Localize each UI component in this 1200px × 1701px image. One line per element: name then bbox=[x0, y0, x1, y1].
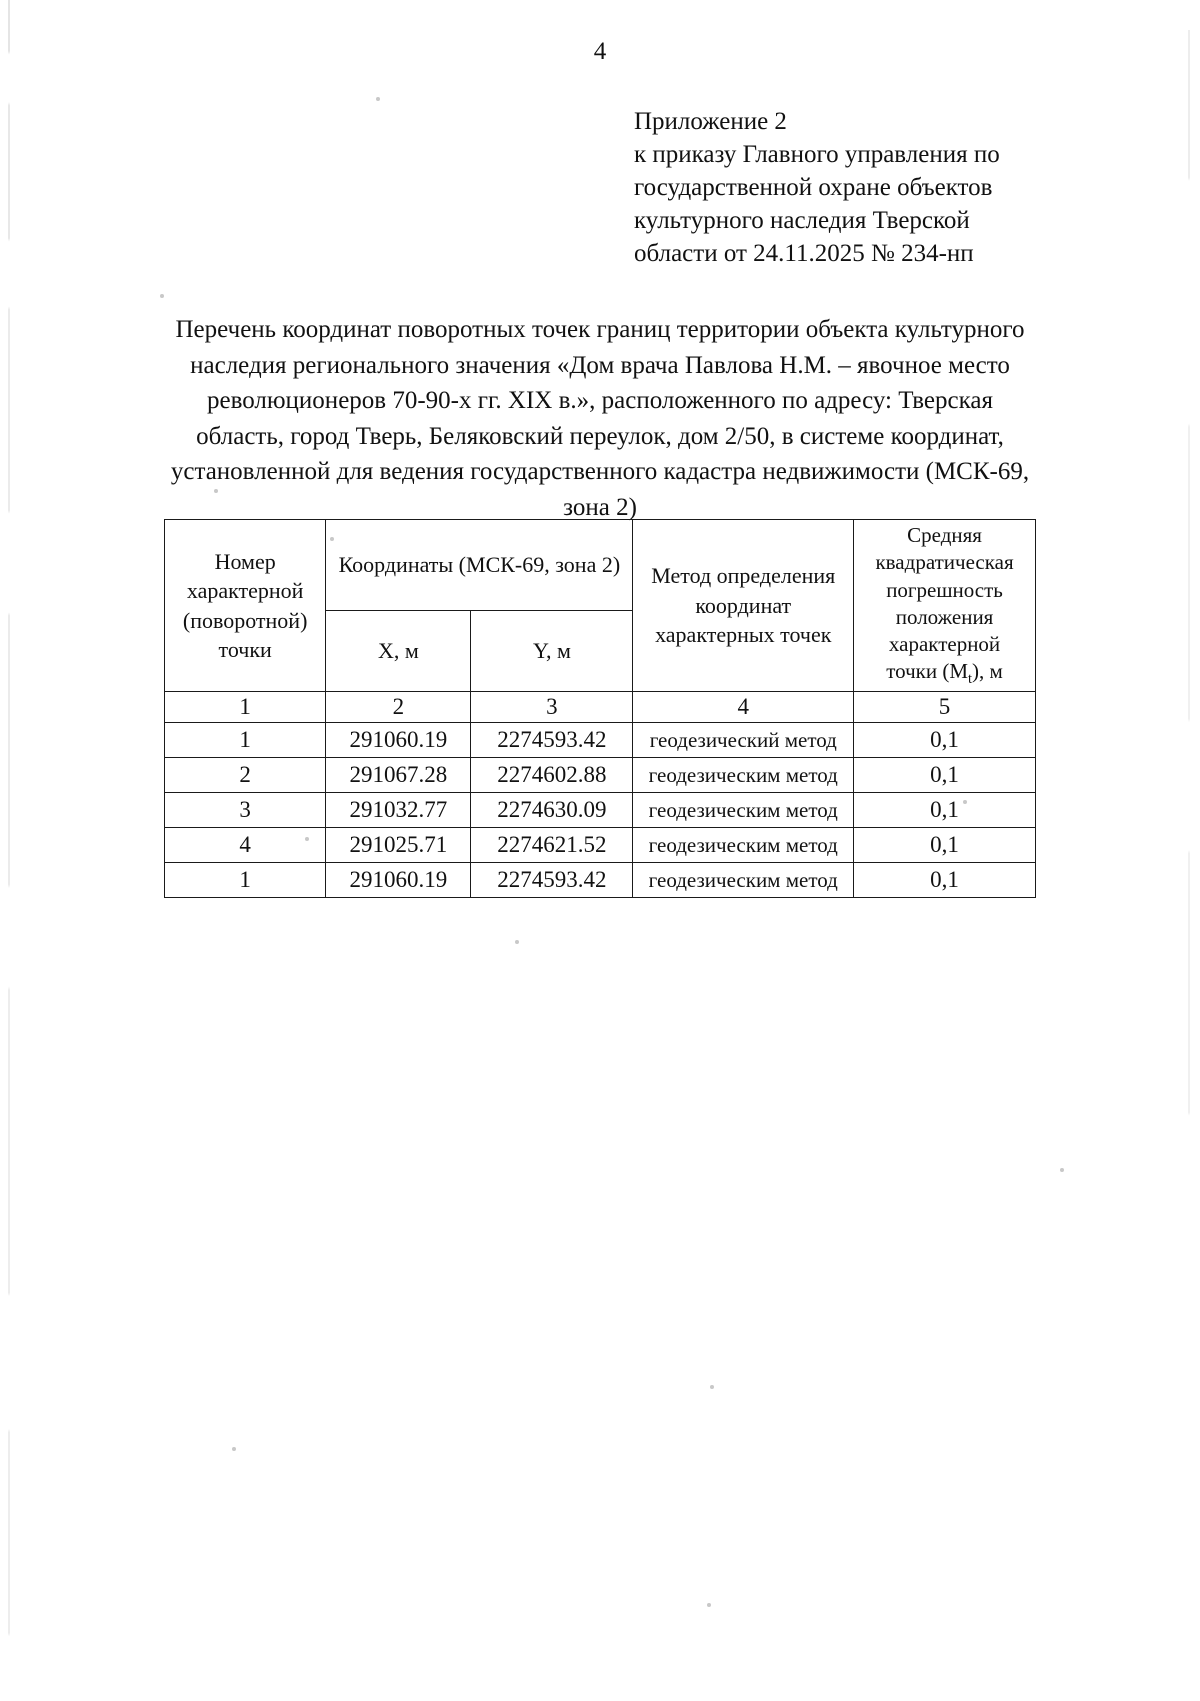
cell-method: геодезическим метод bbox=[633, 758, 854, 793]
cell-y: 2274621.52 bbox=[471, 828, 633, 863]
cell-y: 2274630.09 bbox=[471, 793, 633, 828]
cell-method: геодезический метод bbox=[633, 723, 854, 758]
column-number-2: 2 bbox=[326, 692, 471, 723]
cell-x: 291032.77 bbox=[326, 793, 471, 828]
header-method: Метод определения координат характерных точек bbox=[633, 520, 854, 692]
table-header-row-1 bbox=[165, 520, 1036, 611]
header-coordinates: Координаты (МСК-69, зона 2) bbox=[326, 520, 633, 611]
table-row bbox=[165, 723, 1036, 758]
cell-point-number: 4 bbox=[165, 828, 326, 863]
table-row bbox=[165, 793, 1036, 828]
header-error-line-5: характерной bbox=[888, 632, 1001, 657]
intro-paragraph: Перечень координат поворотных точек границ территории объекта культурного наследия регионального значения «Дом врача Павлова Н.М. – явочное место революционеров 70-90-х гг. XIX в.», расположенного по адресу: Тверская область, город Тверь, Беляковский переулок, дом 2/50, в системе координат, установленной для ведения государственного кадастра недвижимости (МСК-69, зона 2) bbox=[170, 316, 1030, 521]
cell-point-number: 1 bbox=[165, 723, 326, 758]
cell-error: 0,1 bbox=[854, 758, 1036, 793]
cell-point-number: 1 bbox=[165, 863, 326, 898]
cell-x: 291025.71 bbox=[326, 828, 471, 863]
table-row bbox=[165, 758, 1036, 793]
reference-line-2: к приказу Главного управления по bbox=[634, 141, 1000, 168]
scan-artifact-right-edge bbox=[1188, 30, 1190, 1670]
cell-method: геодезическим метод bbox=[633, 793, 854, 828]
cell-point-number: 2 bbox=[165, 758, 326, 793]
table-column-numbers-row bbox=[165, 692, 1036, 723]
column-number-3: 3 bbox=[471, 692, 633, 723]
cell-x: 291067.28 bbox=[326, 758, 471, 793]
reference-line-4: культурного наследия Тверской bbox=[634, 207, 970, 234]
scan-speck bbox=[160, 294, 164, 298]
cell-error: 0,1 bbox=[854, 828, 1036, 863]
cell-method: геодезическим метод bbox=[633, 828, 854, 863]
header-y: Y, м bbox=[471, 610, 633, 692]
table-row bbox=[165, 863, 1036, 898]
header-error-line-6-prefix: точки (M bbox=[886, 659, 969, 684]
column-number-4: 4 bbox=[633, 692, 854, 723]
header-error-subscript: t bbox=[968, 671, 973, 688]
cell-error: 0,1 bbox=[854, 793, 1036, 828]
cell-x: 291060.19 bbox=[326, 723, 471, 758]
header-error-line-2: квадратическая bbox=[875, 550, 1014, 575]
scan-speck bbox=[710, 1385, 714, 1389]
cell-point-number: 3 bbox=[165, 793, 326, 828]
header-error-line-3: погрешность bbox=[886, 577, 1003, 602]
header-error-line-6-suffix: ), м bbox=[972, 659, 1003, 684]
header-x: X, м bbox=[326, 610, 471, 692]
column-number-1: 1 bbox=[165, 692, 326, 723]
reference-line-1: Приложение 2 bbox=[634, 108, 787, 135]
table-row bbox=[165, 828, 1036, 863]
reference-line-5: области от 24.11.2025 № 234-нп bbox=[634, 240, 974, 267]
page-number: 4 bbox=[593, 38, 607, 65]
scan-speck bbox=[376, 97, 380, 101]
scan-artifact-left-edge bbox=[8, 0, 10, 1701]
header-error bbox=[854, 520, 1036, 692]
cell-y: 2274602.88 bbox=[471, 758, 633, 793]
cell-y: 2274593.42 bbox=[471, 863, 633, 898]
document-reference-block bbox=[634, 105, 1006, 270]
scan-speck bbox=[232, 1447, 236, 1451]
coordinates-table bbox=[164, 519, 1036, 898]
cell-x: 291060.19 bbox=[326, 863, 471, 898]
header-error-line-1: Средняя bbox=[907, 523, 982, 547]
reference-line-3: государственной охране объектов bbox=[634, 174, 993, 201]
cell-method: геодезическим метод bbox=[633, 863, 854, 898]
cell-error: 0,1 bbox=[854, 863, 1036, 898]
cell-error: 0,1 bbox=[854, 723, 1036, 758]
scan-speck bbox=[707, 1603, 711, 1607]
cell-y: 2274593.42 bbox=[471, 723, 633, 758]
header-error-line-4: положения bbox=[895, 604, 994, 629]
scan-speck bbox=[1060, 1168, 1064, 1172]
scan-speck bbox=[515, 940, 519, 944]
header-point-number: Номер характерной (поворотной) точки bbox=[165, 520, 326, 692]
column-number-5: 5 bbox=[854, 692, 1036, 723]
